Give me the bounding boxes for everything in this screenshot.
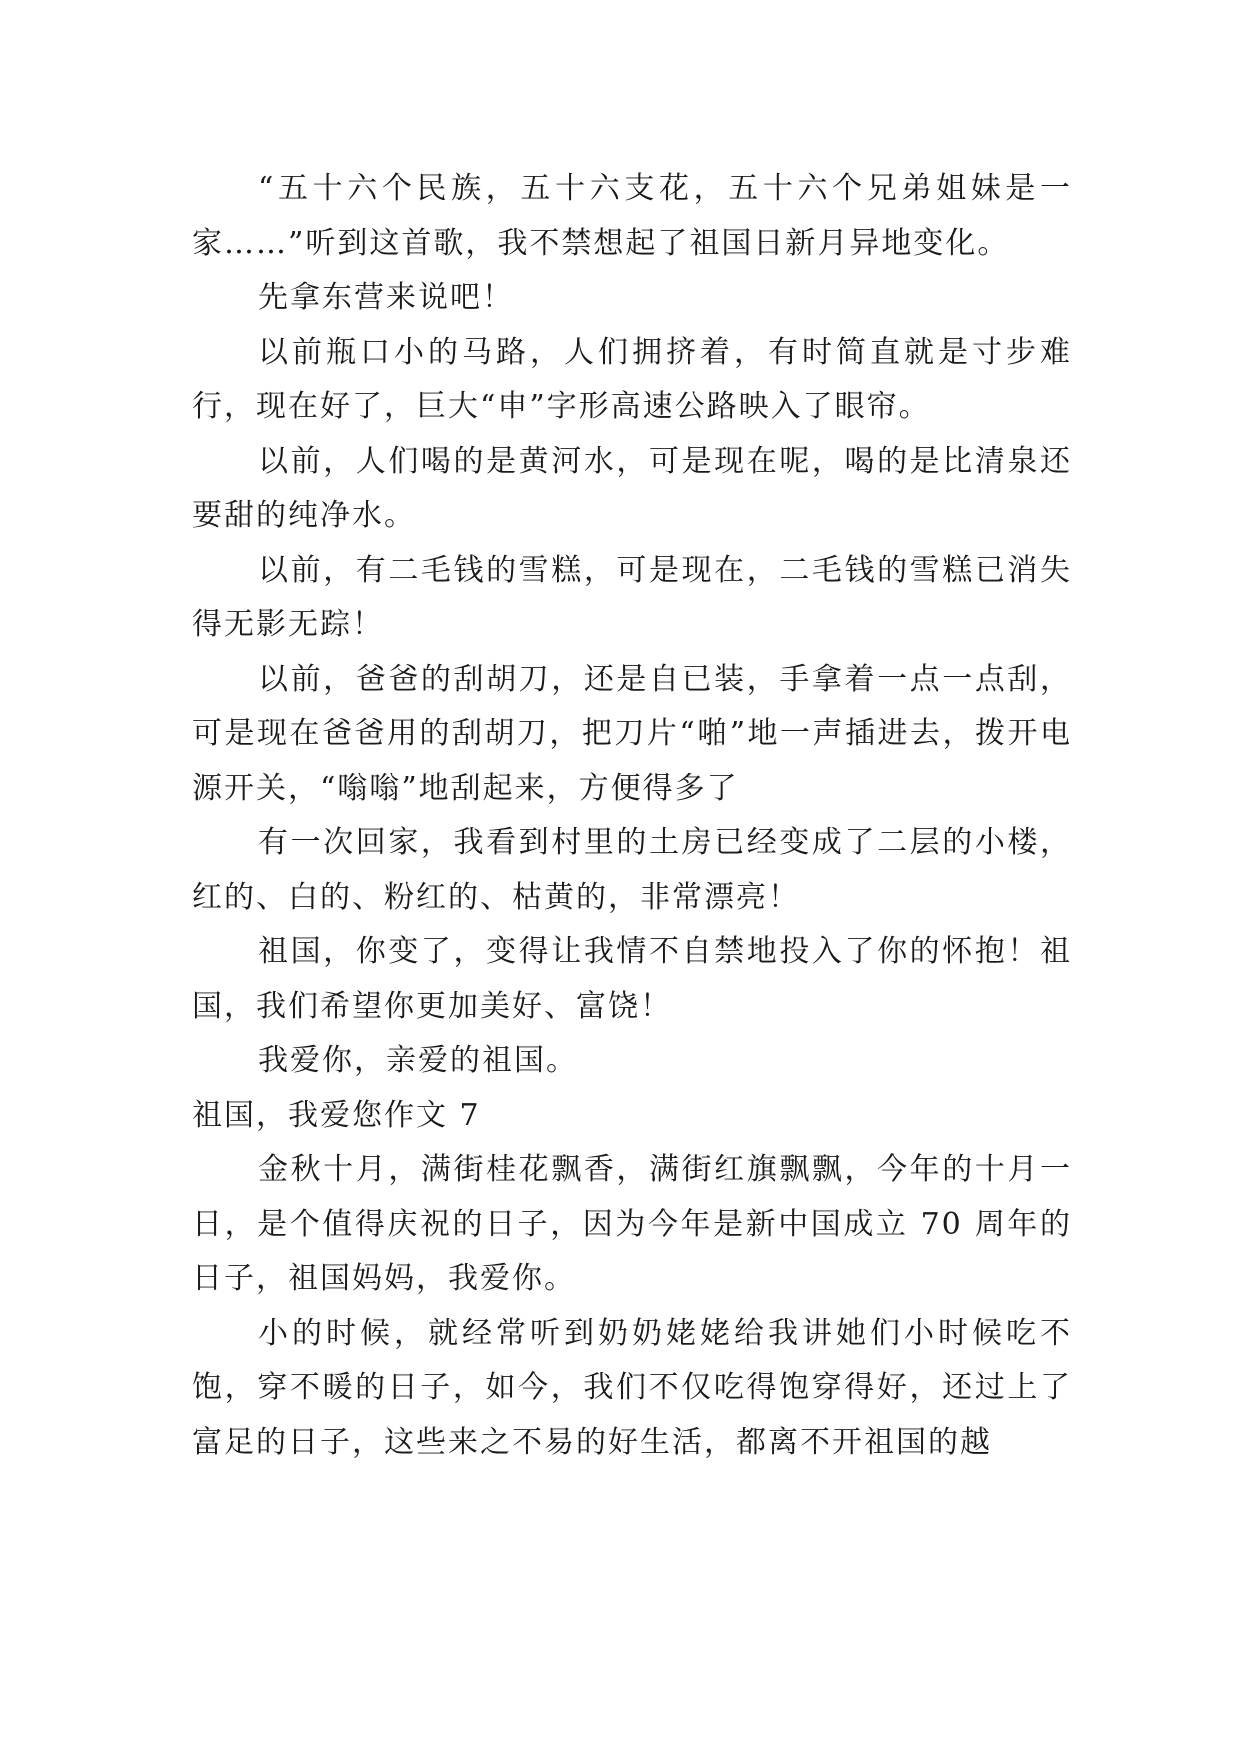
- document-body: [192, 162, 1072, 1470]
- paragraph: 我爱你，亲爱的祖国。: [258, 1043, 578, 1078]
- paragraph: 祖国，你变了，变得让我情不自禁地投入了你的怀抱！祖国，我们希望你更加美好、富饶！: [192, 934, 1072, 1024]
- paragraph: 小的时候，就经常听到奶奶姥姥给我讲她们小时候吃不饱，穿不暖的日子，如今，我们不仅吃得饱穿得好，还过上了富足的日子，这些来之不易的好生活，都离不开祖国的越: [192, 1315, 1072, 1460]
- section-title: 祖国，我爱您作文 7: [192, 1097, 481, 1133]
- paragraph: 以前，人们喝的是黄河水，可是现在呢，喝的是比清泉还要甜的纯净水。: [192, 443, 1072, 533]
- paragraph: 以前，有二毛钱的雪糕，可是现在，二毛钱的雪糕已消失得无影无踪！: [192, 552, 1072, 642]
- paragraph: 有一次回家，我看到村里的土房已经变成了二层的小楼，红的、白的、粉红的、枯黄的，非常漂亮！: [192, 825, 1072, 915]
- paragraph: 先拿东营来说吧！: [258, 280, 514, 315]
- paragraph: “五十六个民族，五十六支花，五十六个兄弟姐妹是一家……”听到这首歌，我不禁想起了祖国日新月异地变化。: [192, 171, 1072, 261]
- paragraph: 以前瓶口小的马路，人们拥挤着，有时简直就是寸步难行，现在好了，巨大“申”字形高速公路映入了眼帘。: [192, 334, 1072, 424]
- paragraph: 以前，爸爸的刮胡刀，还是自已装，手拿着一点一点刮，可是现在爸爸用的刮胡刀，把刀片“啪”地一声插进去，拨开电源开关，“嗡嗡”地刮起来，方便得多了: [192, 661, 1072, 806]
- paragraph: 金秋十月，满街桂花飘香，满街红旗飘飘，今年的十月一日，是个值得庆祝的日子，因为今年是新中国成立 70 周年的日子，祖国妈妈，我爱你。: [192, 1152, 1072, 1296]
